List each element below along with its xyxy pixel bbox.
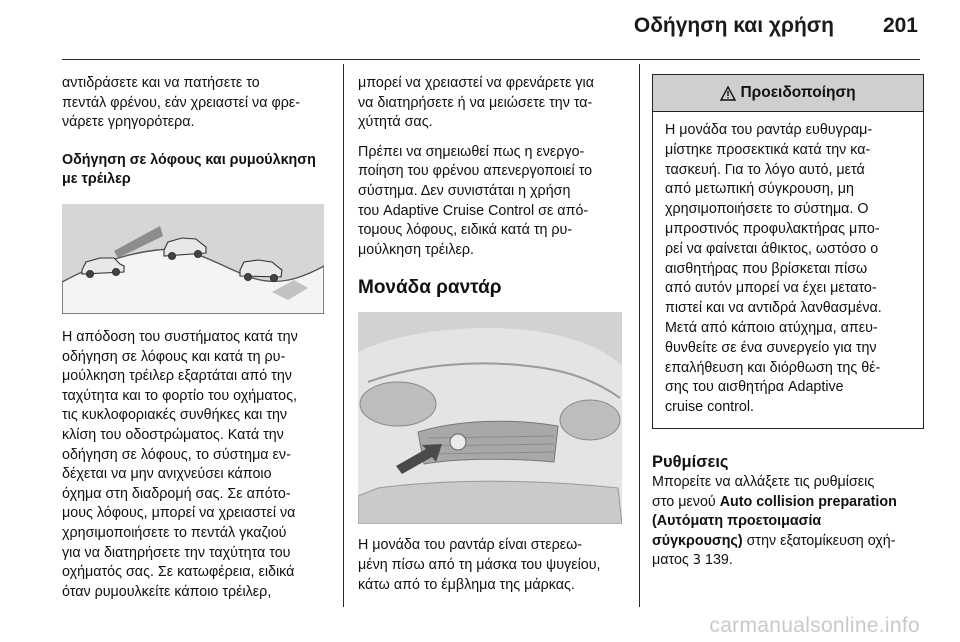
warning-body: Η μονάδα του ραντάρ ευθυγραμ- μίστηκε προσεκτικά κατά την κα- τασκευή. Για το λόγο αυτό, μετά από μετωπική σύγκρουση, μη χρησιμοποιήσετε το σύστημα. Ο μπροστινός προφυλακτήρας μπο- ρεί να φαίνεται άθικτος, ωστόσο ο αισθητήρας που βρίσκεται πίσω από αυτόν μπορεί να έχει μετατο- πιστεί και να αντιδρά λανθασμένα. Μετά από κάποιο ατύχημα, απευ- θυνθείτε σε ένα συνεργείο για την επαλήθευση και διόρθωση της θέ- σης του αισθητήρα Adaptive cruise control. [665, 122, 882, 416]
column-1 [62, 74, 330, 602]
page-header-title: Οδήγηση και χρήση [633, 14, 834, 37]
section-title-settings: Ρυθμίσεις [652, 452, 729, 471]
menu-name-part1: Auto collision preparation [719, 493, 897, 510]
warning-box [652, 74, 924, 429]
car-front-radar-icon [358, 312, 622, 524]
hill-illustration [62, 204, 324, 314]
watermark: carmanualsonline.info [709, 614, 920, 637]
column-2 [358, 74, 628, 595]
header-rule [62, 59, 920, 60]
page-reference: 139. [701, 552, 733, 569]
brake-paragraph: μπορεί να χρειαστεί να φρενάρετε για να διατηρήσετε ή να μειώσετε την τα- χύτητά σας. [358, 75, 595, 131]
radar-caption: Η μονάδα του ραντάρ είναι στερεω- μένη πίσω από τη μάσκα του ψυγείου, κάτω από το έμβλημα της μάρκας. [358, 537, 601, 593]
settings-paragraph: Μπορείτε να αλλάξετε τις ρυθμίσεις στο μενού Auto collision preparation (Αυτόματη προετοιμασία σύγκρουσης) στην εξατομίκευση οχή- ματος 3 139. [652, 473, 897, 569]
column-divider-2 [639, 64, 640, 607]
menu-name-part2: (Αυτόματη προετοιμασία [652, 513, 822, 530]
deactivation-paragraph: Πρέπει να σημειωθεί πως η ενεργο- ποίηση του φρένου απενεργοποιεί το σύστημα. Δεν συνιστάται η χρήση του Adaptive Cruise Control σε από- τομους λόφους, ειδικά κατά τη ρυ- μούλκηση τρέιλερ. [358, 143, 593, 258]
page-number: 201 [882, 14, 918, 37]
intro-paragraph: αντιδράσετε και να πατήσετε το πεντάλ φρένου, εάν χρειαστεί να φρε- νάρετε γρηγορότερα. [62, 75, 300, 131]
hill-cars-icon [62, 204, 324, 314]
column-divider-1 [343, 64, 344, 607]
warning-triangle-icon [720, 86, 736, 101]
page-reference-arrow-icon: 3 [692, 553, 702, 569]
menu-name-part3: σύγκρουσης) [652, 532, 743, 549]
radar-unit-photo [358, 312, 622, 524]
section-title-radar-unit: Μονάδα ραντάρ [358, 277, 502, 299]
subhead-hill-driving: Οδήγηση σε λόφους και ρυμούλκηση με τρέιλερ [62, 151, 316, 188]
hill-driving-body: Η απόδοση του συστήματος κατά την οδήγηση σε λόφους και κατά τη ρυ- μούλκηση τρέιλερ εξαρτάται από την ταχύτητα και το φορτίο του οχήματος, τις κυκλοφοριακές συνθήκες και την κλίση του οδοστρώματος. Κατά την οδήγηση σε λόφους, το σύστημα εν- δέχεται να μην ανιχνεύσει κάποιο όχημα στη διαδρομή σας. Σε απότο- μους λόφους, μπορεί να χρειαστεί να χρησιμοποιήσετε το πεντάλ γκαζιού για να διατηρήσετε την ταχύτητα του οχήματός σας. Σε κατωφέρεια, ειδικά όταν ρυμουλκείτε κάποιο τρέιλερ, [62, 328, 298, 600]
warning-header: Προειδοποίηση [653, 75, 923, 112]
column-3 [652, 74, 926, 571]
